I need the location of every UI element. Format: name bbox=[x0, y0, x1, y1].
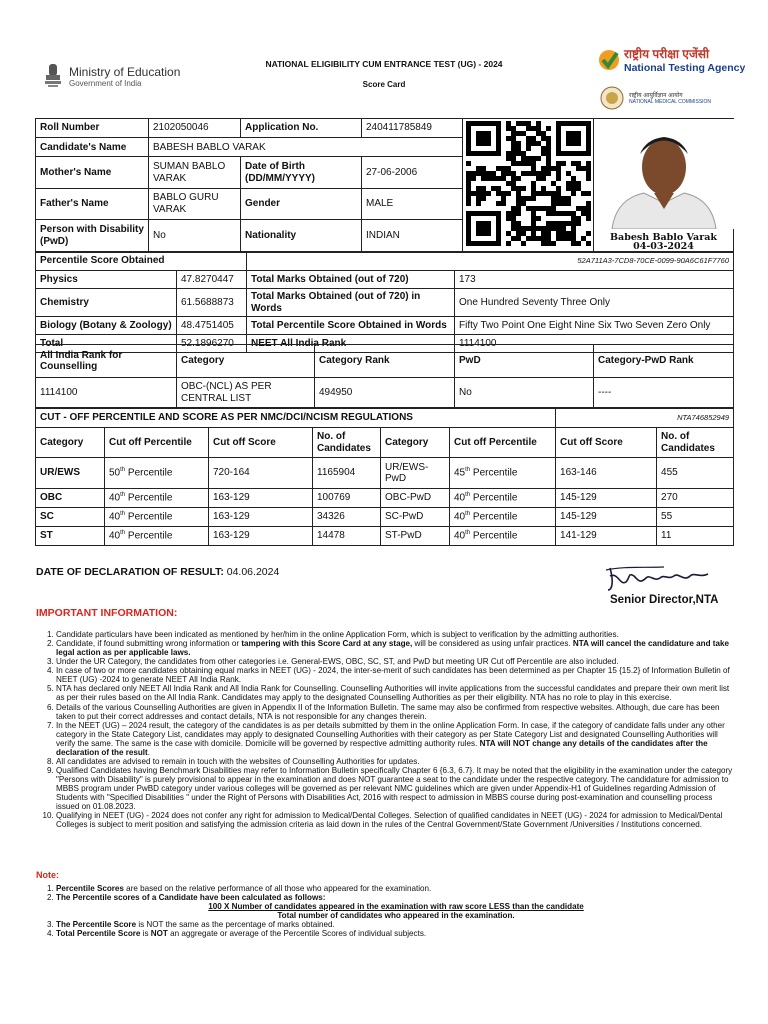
nmc-logo bbox=[600, 86, 711, 110]
cutoff-score: 720-164 bbox=[209, 458, 313, 489]
score-ref-id: 52A711A3-7CD8-70CE-0099-90A6C61F7760 bbox=[247, 252, 734, 271]
declaration-date: 04.06.2024 bbox=[226, 566, 280, 578]
important-title: IMPORTANT INFORMATION: bbox=[36, 607, 178, 619]
qr-code-icon bbox=[466, 121, 591, 246]
nmc-hindi: राष्ट्रीय आयुर्विज्ञान आयोग bbox=[629, 93, 683, 99]
cutoff-header: Cut off Score bbox=[209, 428, 313, 458]
mother-label: Mother's Name bbox=[36, 157, 149, 188]
cutoff-category: ST bbox=[36, 527, 105, 546]
cutoff-pwd-category: UR/EWS-PwD bbox=[381, 458, 450, 489]
signatory-title: Senior Director,NTA bbox=[610, 594, 719, 606]
total-marks-label: Total Marks Obtained (out of 720) bbox=[247, 271, 455, 289]
nationality-label: Nationality bbox=[241, 220, 362, 252]
air-value: 1114100 bbox=[455, 335, 734, 353]
cutoff-percentile: 40th Percentile bbox=[105, 508, 209, 527]
qr-code-cell bbox=[463, 119, 594, 253]
cutoff-percentile: 40th Percentile bbox=[105, 489, 209, 508]
nationality-value: INDIAN bbox=[362, 220, 463, 252]
photo-cell bbox=[594, 119, 734, 253]
rank-air-value: 1114100 bbox=[36, 378, 177, 408]
nmc-english: NATIONAL MEDICAL COMMISSION bbox=[629, 99, 712, 105]
nta-hindi: राष्ट्रीय परीक्षा एजेंसी bbox=[624, 47, 710, 61]
nmc-seal-icon bbox=[600, 86, 624, 110]
subject-biology: Biology (Botany & Zoology) bbox=[36, 317, 177, 335]
cutoff-row bbox=[36, 489, 734, 508]
gender-label: Gender bbox=[241, 188, 362, 219]
cutoff-percentile: 40th Percentile bbox=[105, 527, 209, 546]
cutoff-pwd-percentile: 45th Percentile bbox=[450, 458, 556, 489]
rank-pwd-rank-value: ---- bbox=[594, 378, 734, 408]
cutoff-pwd-category: SC-PwD bbox=[381, 508, 450, 527]
declaration bbox=[36, 566, 279, 578]
rank-category-value: OBC-(NCL) AS PER CENTRAL LIST bbox=[177, 378, 315, 408]
photo-caption-name: Babesh Bablo Varak bbox=[610, 231, 717, 243]
cutoff-header: Cut off Score bbox=[556, 428, 657, 458]
rank-header-pwd: PwD bbox=[455, 345, 594, 378]
subject-physics: Physics bbox=[36, 271, 177, 289]
cutoff-row bbox=[36, 527, 734, 546]
cutoff-header: Cut off Percentile bbox=[450, 428, 556, 458]
rank-header-pwd-rank: Category-PwD Rank bbox=[594, 345, 734, 378]
cutoff-percentile: 50th Percentile bbox=[105, 458, 209, 489]
emblem-icon bbox=[42, 62, 64, 90]
dob-value: 27-06-2006 bbox=[362, 157, 463, 188]
cutoff-row bbox=[36, 508, 734, 527]
percentile-words-value: Fifty Two Point One Eight Nine Six Two Seven Zero Only bbox=[455, 317, 734, 335]
note-title: Note: bbox=[36, 870, 59, 880]
rank-pwd-value: No bbox=[455, 378, 594, 408]
biology-percentile: 48.4751405 bbox=[177, 317, 247, 335]
air-label: NEET All India Rank bbox=[247, 335, 455, 353]
cutoff-header: No. of Candidates bbox=[657, 428, 734, 458]
application-value: 240411785849 bbox=[362, 119, 463, 138]
father-value: BABLO GURU VARAK bbox=[149, 188, 241, 219]
cutoff-pwd-score: 145-129 bbox=[556, 508, 657, 527]
cutoff-header: Category bbox=[381, 428, 450, 458]
cutoff-category: SC bbox=[36, 508, 105, 527]
moe-name: Ministry of Education bbox=[69, 64, 181, 79]
cutoff-candidates: 14478 bbox=[313, 527, 381, 546]
roll-label: Roll Number bbox=[36, 119, 149, 138]
father-label: Father's Name bbox=[36, 188, 149, 219]
moe-govt: Government of India bbox=[69, 78, 142, 88]
rank-header-category: Category bbox=[177, 345, 315, 378]
doc-title: Score Card bbox=[362, 80, 406, 89]
list-item: 1. Candidate particulars have been indicated as mentioned by her/him in the online Application Form, which is subject to verification by the admitting authorities. bbox=[56, 630, 736, 639]
cutoff-header: No. of Candidates bbox=[313, 428, 381, 458]
pwd-label: Person with Disability (PwD) bbox=[36, 220, 149, 252]
rank-category-rank-value: 494950 bbox=[315, 378, 455, 408]
cutoff-pwd-candidates: 55 bbox=[657, 508, 734, 527]
dob-label: Date of Birth (DD/MM/YYYY) bbox=[241, 157, 362, 188]
list-item: 2. The Percentile scores of a Candidate have been calculated as follows: 100 X Number of candidates appeared in the examination with raw score LESS than the candidate Total number of candidates who appeared in the examination. bbox=[56, 893, 736, 920]
cutoff-header: Category bbox=[36, 428, 105, 458]
cutoff-pwd-candidates: 11 bbox=[657, 527, 734, 546]
cutoff-pwd-score: 141-129 bbox=[556, 527, 657, 546]
exam-title: NATIONAL ELIGIBILITY CUM ENTRANCE TEST (UG) - 2024 bbox=[265, 59, 503, 69]
marks-words-value: One Hundred Seventy Three Only bbox=[455, 289, 734, 317]
total-marks-value: 173 bbox=[455, 271, 734, 289]
total-percentile: 52.1896270 bbox=[177, 335, 247, 353]
cutoff-pwd-score: 145-129 bbox=[556, 489, 657, 508]
name-label: Candidate's Name bbox=[36, 138, 149, 157]
list-item: 3. Under the UR Category, the candidates from other categories i.e. General-EWS, OBC, SC, ST, and PwD but meeting UR Cut off Percentile are also included. bbox=[56, 657, 736, 666]
important-list bbox=[36, 630, 736, 829]
cutoff-candidates: 34326 bbox=[313, 508, 381, 527]
list-item: 5. NTA has declared only NEET All India Rank and All India Rank for Counselling. Counselling Authorities will invite applications from the successful candidates and prepare their own merit list as per their rules based on the All India Rank. Candidates may apply to the designated Counselling Authorities as per their eligibility. NTA has no role to play in this exercise. bbox=[56, 684, 736, 702]
note-list bbox=[36, 884, 736, 938]
roll-value: 2102050046 bbox=[149, 119, 241, 138]
cutoff-row bbox=[36, 458, 734, 489]
cutoff-pwd-score: 163-146 bbox=[556, 458, 657, 489]
cutoff-title: CUT - OFF PERCENTILE AND SCORE AS PER NMC/DCI/NCISM REGULATIONS bbox=[36, 409, 556, 428]
marks-words-label: Total Marks Obtained (out of 720) in Words bbox=[247, 289, 455, 317]
list-item: 4. In case of two or more candidates obtaining equal marks in NEET (UG) - 2024, the inter-se-merit of such candidates has been determined as per Chapter 15 {15.2} of Information Bulletin of NEET (UG) -2024 to generate NEET All India Rank. bbox=[56, 666, 736, 684]
cutoff-category: OBC bbox=[36, 489, 105, 508]
physics-percentile: 47.8270447 bbox=[177, 271, 247, 289]
list-item: 3. The Percentile Score is NOT the same as the percentage of marks obtained. bbox=[56, 920, 736, 929]
rank-header-air: All India Rank for Counselling bbox=[36, 345, 177, 378]
nta-logo bbox=[598, 45, 745, 74]
formula-denominator: Total number of candidates who appeared in the examination. bbox=[277, 911, 515, 921]
cutoff-pwd-category: ST-PwD bbox=[381, 527, 450, 546]
name-value: BABESH BABLO VARAK bbox=[149, 138, 463, 157]
percentile-section-label: Percentile Score Obtained bbox=[36, 252, 247, 271]
list-item: 6. Details of the various Counselling Authorities are given in Appendix II of the Information Bulletin. The same may also be confirmed from respective websites. Although, due care has been taken to put their correct addresses and contact details, NTA is not responsible for any changes therein. bbox=[56, 703, 736, 721]
cutoff-pwd-percentile: 40th Percentile bbox=[450, 527, 556, 546]
cutoff-ref: NTA746852949 bbox=[556, 409, 734, 428]
cutoff-header: Cut off Percentile bbox=[105, 428, 209, 458]
percentile-words-label: Total Percentile Score Obtained in Words bbox=[247, 317, 455, 335]
cutoff-category: UR/EWS bbox=[36, 458, 105, 489]
cutoff-candidates: 100769 bbox=[313, 489, 381, 508]
signature-icon bbox=[604, 562, 714, 594]
chemistry-percentile: 61.5688873 bbox=[177, 289, 247, 317]
cutoff-pwd-percentile: 40th Percentile bbox=[450, 508, 556, 527]
gender-value: MALE bbox=[362, 188, 463, 219]
cutoff-score: 163-129 bbox=[209, 527, 313, 546]
formula-numerator: 100 X Number of candidates appeared in the examination with raw score LESS than the candidate bbox=[208, 902, 584, 912]
pwd-value: No bbox=[149, 220, 241, 252]
photo-caption-date: 04-03-2024 bbox=[633, 241, 694, 253]
candidate-photo bbox=[594, 119, 734, 229]
list-item: 8. All candidates are advised to remain in touch with the websites of Counselling Authorities for updates. bbox=[56, 757, 736, 766]
cutoff-candidates: 1165904 bbox=[313, 458, 381, 489]
score-table bbox=[35, 251, 734, 353]
application-label: Application No. bbox=[241, 119, 362, 138]
mother-value: SUMAN BABLO VARAK bbox=[149, 157, 241, 188]
list-item: 7. In the NEET (UG) – 2024 result, the category of the candidates is as per details submitted by them in the online Application Form. In case, if the category of candidate falls under any other category in the State Category List, candidates may apply to designated Counselling Authorities with their category as per State Category List and designated Counselling Authorities will verify the same. The same is the case with domicile. Domicile will be governed by respective admitting authority rules. NTA will NOT change any details of the candidates after the declaration of the result. bbox=[56, 721, 736, 757]
nta-english: National Testing Agency bbox=[624, 62, 746, 74]
cutoff-table bbox=[35, 408, 734, 546]
list-item: 1. Percentile Scores are based on the relative performance of all those who appeared for the examination. bbox=[56, 884, 736, 893]
list-item: 10. Qualifying in NEET (UG) - 2024 does not confer any right for admission to Medical/Dental Colleges. Selection of qualified candidates in NEET (UG) - 2024 for admission to Medical/Dental Colleges is subject to merit position and satisfying the admission criteria as laid down in the rules of the Central Government/State Government /Universities / Institutions concerned. bbox=[56, 811, 736, 829]
rank-header-category-rank: Category Rank bbox=[315, 345, 455, 378]
cutoff-score: 163-129 bbox=[209, 508, 313, 527]
rank-table bbox=[35, 344, 734, 408]
nta-check-icon bbox=[598, 48, 620, 72]
subject-chemistry: Chemistry bbox=[36, 289, 177, 317]
cutoff-pwd-percentile: 40th Percentile bbox=[450, 489, 556, 508]
candidate-table bbox=[35, 118, 734, 253]
list-item: 9. Qualified Candidates having Benchmark Disabilities may refer to Information Bulletin specifically Chapter 6 {6.3, 6.7}. It may be noted that the eligibility in the examination under the category "Persons with Disability" is purely provisional to appear in the examination and does NOT guarantee a seat to the candidate under the respective category. The candidature for admission to MBBS program under PwBD category under various colleges will be governed as per relevant NMC guidelines which are given under Appendix-H1 of Guidelines regarding Admission of Students with "Specified Disabilities " under the Right of Persons with Disabilities Act, 2016 with respect to admission in MBBS course during post-examination and counselling process issued on 01.08.2023. bbox=[56, 766, 736, 811]
cutoff-pwd-category: OBC-PwD bbox=[381, 489, 450, 508]
declaration-label: DATE OF DECLARATION OF RESULT: bbox=[36, 566, 224, 578]
cutoff-score: 163-129 bbox=[209, 489, 313, 508]
list-item: 2. Candidate, if found submitting wrong information or tampering with this Score Card at any stage, will be considered as using unfair practices. NTA will cancel the candidature and take legal action as per applicable laws. bbox=[56, 639, 736, 657]
moe-logo bbox=[42, 62, 180, 90]
cutoff-pwd-candidates: 455 bbox=[657, 458, 734, 489]
subject-total: Total bbox=[36, 335, 177, 353]
cutoff-pwd-candidates: 270 bbox=[657, 489, 734, 508]
list-item: 4. Total Percentile Score is NOT an aggregate or average of the Percentile Scores of individual subjects. bbox=[56, 929, 736, 938]
